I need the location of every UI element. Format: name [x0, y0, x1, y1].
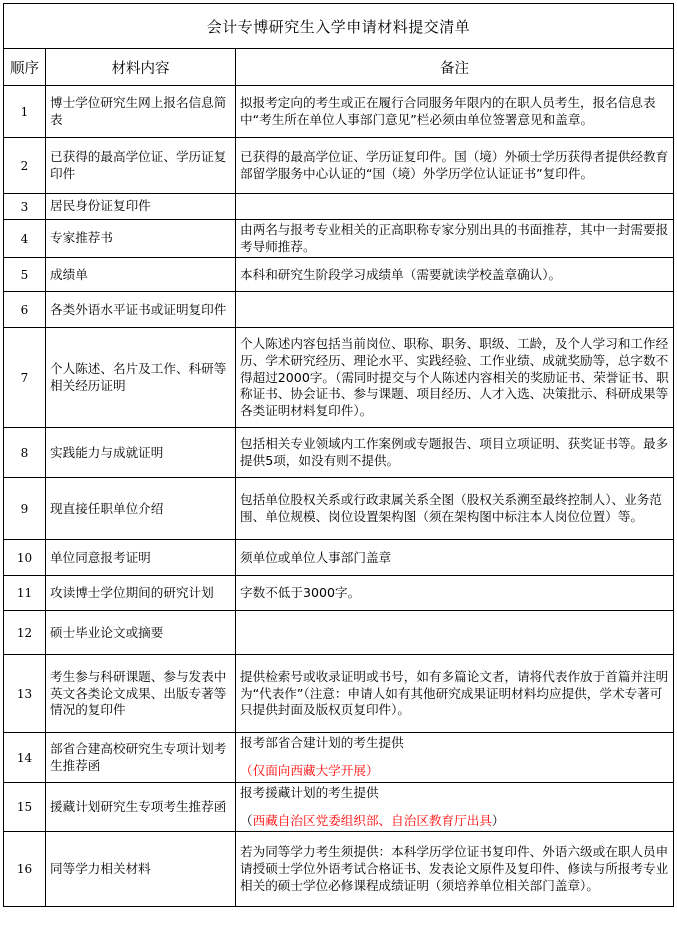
- row-material-content: 考生参与科研课题、参与发表中英文各类论文成果、出版专著等情况的复印件: [46, 655, 236, 733]
- row-material-content: 硕士毕业论文或摘要: [46, 611, 236, 655]
- row-material-content: 各类外语水平证书或证明复印件: [46, 292, 236, 328]
- row-material-content: 居民身份证复印件: [46, 194, 236, 220]
- row-material-content: 专家推荐书: [46, 220, 236, 258]
- row-remark: [236, 428, 674, 478]
- row-sequence: 3: [4, 194, 46, 220]
- table-row: [4, 138, 674, 194]
- remark-text: 拟报考定向的考生或正在履行合同服务年限内的在职人员考生，报名信息表中“考生所在单位人事部门意见”栏必须由单位签署意见和盖章。: [240, 94, 656, 127]
- row-sequence: 5: [4, 258, 46, 292]
- row-material-content: 援藏计划研究生专项考生推荐函: [46, 782, 236, 831]
- remark-text: 本科和研究生阶段学习成绩单（需要就读学校盖章确认）。: [240, 266, 562, 282]
- row-sequence: 15: [4, 782, 46, 831]
- remark-text: 包括相关专业领域内工作案例或专题报告、项目立项证明、获奖证书等。最多提供5项，如没有则不提供。: [240, 436, 669, 468]
- column-header-remark: 备注: [236, 49, 674, 86]
- row-sequence: 13: [4, 655, 46, 733]
- table-row: [4, 540, 674, 576]
- header-row: [4, 49, 674, 86]
- row-remark: [236, 328, 674, 428]
- row-remark: [236, 733, 674, 782]
- row-remark: [236, 832, 674, 907]
- remark-text: 包括单位股权关系或行政隶属关系全图（股权关系溯至最终控制人）、业务范围、单位规模、岗位设置架构图（须在架构图中标注本人岗位位置）等。: [240, 492, 662, 524]
- row-sequence: 1: [4, 86, 46, 138]
- table-row: [4, 832, 674, 907]
- row-sequence: 16: [4, 832, 46, 907]
- row-sequence: 14: [4, 733, 46, 782]
- row-sequence: 12: [4, 611, 46, 655]
- remark-text: 已获得的最高学位证、学历证复印件。国（境）外硕士学历获得者提供经教育部留学服务中心认证的“国（境）外学历学位认证证书”复印件。: [240, 148, 669, 181]
- table-row: [4, 258, 674, 292]
- row-remark: [236, 655, 674, 733]
- row-remark: [236, 258, 674, 292]
- row-sequence: 2: [4, 138, 46, 194]
- row-material-content: 实践能力与成就证明: [46, 428, 236, 478]
- document-title: 会计专博研究生入学申请材料提交清单: [4, 4, 674, 49]
- remark-red-note-wrapper: [240, 813, 669, 830]
- row-sequence: 6: [4, 292, 46, 328]
- table-row: [4, 478, 674, 540]
- row-sequence: 11: [4, 576, 46, 611]
- remark-red-note: （仅面向西藏大学开展）: [240, 763, 379, 779]
- row-remark: [236, 86, 674, 138]
- row-sequence: 8: [4, 428, 46, 478]
- row-material-content: 单位同意报考证明: [46, 540, 236, 576]
- row-sequence: 9: [4, 478, 46, 540]
- row-material-content: 已获得的最高学位证、学历证复印件: [46, 138, 236, 194]
- remark-text: 若为同等学力考生须提供：本科学历学位证书复印件、外语六级或在职人员申请授硕士学位外语考试合格证书、发表论文原件及复印件、修读与所报考专业相关的硕士学位必修课程成绩证明（须培养单位相关部门盖章）。: [240, 844, 669, 893]
- remark-text: 须单位或单位人事部门盖章: [240, 549, 392, 565]
- remark-text: 由两名与报考专业相关的正高职称专家分别出具的书面推荐，其中一封需要报考导师推荐。: [240, 222, 669, 254]
- row-remark: [236, 138, 674, 194]
- table-row: [4, 576, 674, 611]
- row-remark: [236, 478, 674, 540]
- remark-text: 提供检索号或收录证明或书号，如有多篇论文者，请将代表作放于首篇并注明为“代表作”（注意：申请人如有其他研究成果证明材料均应提供，学术专著可只提供封面及版权页复印件）。: [240, 668, 669, 718]
- row-material-content: 攻读博士学位期间的研究计划: [46, 576, 236, 611]
- row-material-content: 现直接任职单位介绍: [46, 478, 236, 540]
- materials-checklist-table: [3, 3, 674, 907]
- row-sequence: 7: [4, 328, 46, 428]
- paren-open: （: [240, 812, 253, 828]
- row-material-content: 博士学位研究生网上报名信息简表: [46, 86, 236, 138]
- table-row: [4, 194, 674, 220]
- row-remark: [236, 194, 674, 220]
- remark-red-note: 西藏自治区党委组织部、自治区教育厅出具: [252, 812, 492, 828]
- remark-text: 个人陈述内容包括当前岗位、职称、职务、职级、工龄，及个人学习和工作经历、学术研究经历、理论水平、实践经验、工作业绩、成就奖励等，总字数不得超过2000字。（需同时提交与个人陈述内容相关的奖励证书、荣誉证书、职称证书、协会证书、参与课题、项目经历、人才入选、决策批示、科研成果等各类证明材料复印件）。: [240, 336, 669, 419]
- row-sequence: 4: [4, 220, 46, 258]
- row-remark: [236, 292, 674, 328]
- row-material-content: 成绩单: [46, 258, 236, 292]
- row-sequence: 10: [4, 540, 46, 576]
- row-remark: [236, 576, 674, 611]
- document-page: [0, 3, 677, 926]
- title-row: [4, 4, 674, 49]
- column-header-content: 材料内容: [46, 49, 236, 86]
- table-body: [4, 4, 674, 907]
- table-row: [4, 733, 674, 782]
- table-row: [4, 611, 674, 655]
- table-row: [4, 655, 674, 733]
- table-row: [4, 428, 674, 478]
- table-row: [4, 220, 674, 258]
- row-material-content: 部省合建高校研究生专项计划考生推荐函: [46, 733, 236, 782]
- table-row: [4, 782, 674, 831]
- table-row: [4, 292, 674, 328]
- row-remark: [236, 782, 674, 831]
- row-material-content: 个人陈述、名片及工作、科研等相关经历证明: [46, 328, 236, 428]
- table-row: [4, 328, 674, 428]
- column-header-seq: 顺序: [4, 49, 46, 86]
- row-material-content: 同等学力相关材料: [46, 832, 236, 907]
- row-remark: [236, 611, 674, 655]
- table-row: [4, 86, 674, 138]
- paren-close: ）: [491, 812, 505, 828]
- remark-text: 报考部省合建计划的考生提供: [240, 735, 404, 751]
- row-remark: [236, 540, 674, 576]
- remark-text: 字数不低于3000字。: [240, 585, 361, 601]
- remark-text: 报考援藏计划的考生提供: [240, 784, 379, 800]
- row-remark: [236, 220, 674, 258]
